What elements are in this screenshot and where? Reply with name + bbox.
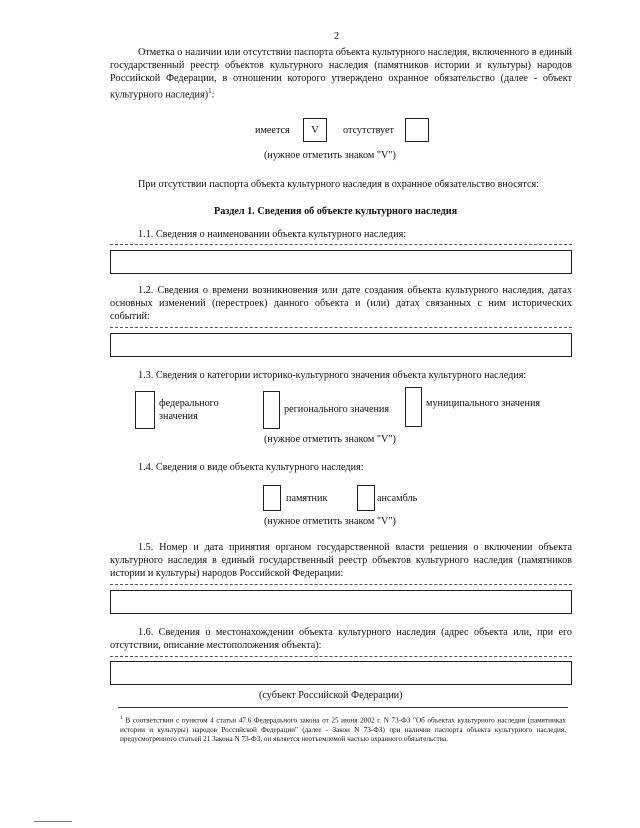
type-hint: (нужное отметить знаком "V") (264, 516, 396, 527)
footnote (120, 714, 566, 745)
passport-absent-checkbox[interactable] (405, 118, 429, 142)
type-section-label: 1.4. Сведения о виде объекта культурного наследия: (138, 462, 364, 473)
passport-mark-paragraph (110, 46, 572, 101)
page-edge-rule (34, 821, 72, 822)
municipal-checkbox[interactable] (405, 387, 422, 427)
regional-checkbox[interactable] (263, 391, 280, 429)
monument-label: памятник (286, 493, 328, 504)
registry-section-label: 1.5. Номер и дата принятия органом государственной власти решения о включении объекта культурного наследия в единый государственный реестр объектов культурного наследия (памятников истории и культуры) народов Российской Федерации: (110, 542, 572, 579)
footnote-reference: 1 (208, 87, 212, 95)
passport-present-label: имеется (255, 125, 290, 136)
passport-absent-label: отсутствует (343, 125, 394, 136)
subject-field[interactable] (110, 661, 572, 685)
category-hint: (нужное отметить знаком "V") (264, 434, 396, 445)
federal-label-line2: значения (159, 411, 198, 422)
monument-checkbox[interactable] (263, 485, 281, 511)
dates-section-label: 1.2. Сведения о времени возникновения или дате создания объекта культурного наследия, датах основных изменений (перестроек) данного объекта и (или) датах связанных с ним исторических событий: (110, 285, 572, 322)
name-section-label: 1.1. Сведения о наименовании объекта культурного наследия: (138, 229, 407, 240)
ensemble-checkbox[interactable] (357, 485, 375, 511)
footnote-text: В соответствии с пунктом 4 статьи 47.6 Федерального закона от 25 июня 2002 г. N 73-ФЗ "Об объектах культурного наследия (памятниках истории и культуры) народов Российской Федерации" (далее - Закон N 73-ФЗ) при наличии паспорта объекта культурного наследия, предусмотренного статьей 21 Закона N 73-ФЗ, он является неотъемлемой частью охранного обязательства. (120, 716, 566, 744)
passport-mark-text: Отметка о наличии или отсутствии паспорта объекта культурного наследия, включенного в единый государственный реестр объектов культурного наследия (памятников истории и культуры) народов Российской Федерации, в отношении которого утверждено охранное обязательство (далее - объект культурного наследия) (110, 47, 572, 101)
location-section-label: 1.6. Сведения о местонахождении объекта культурного наследия (адрес объекта или, при его отсутствии, описание местоположения объекта): (110, 627, 572, 651)
ensemble-label: ансамбль (377, 493, 418, 504)
footnote-divider (118, 707, 568, 708)
footnote-mark: 1 (120, 715, 123, 721)
section-title: Раздел 1. Сведения об объекте культурного наследия (214, 206, 458, 217)
dashed-separator (110, 244, 572, 245)
dashed-separator (110, 327, 572, 328)
regional-label: регионального значения (284, 404, 390, 415)
absence-note: При отсутствии паспорта объекта культурного наследия в охранное обязательство вносятся: (138, 179, 540, 190)
registry-field[interactable] (110, 590, 572, 614)
passport-hint: (нужное отметить знаком "V") (264, 150, 396, 161)
municipal-label: муниципального значения (426, 398, 541, 409)
subject-caption: (субъект Российской Федерации) (259, 690, 403, 701)
passport-mark-tail: : (211, 89, 215, 101)
passport-present-checkbox[interactable]: V (303, 118, 327, 142)
federal-checkbox[interactable] (135, 391, 155, 429)
category-section-label: 1.3. Сведения о категории историко-культурного значения объекта культурного наследия: (138, 370, 527, 381)
name-field[interactable] (110, 250, 572, 274)
dashed-separator (110, 584, 572, 585)
page-number: 2 (334, 31, 340, 42)
dashed-separator (110, 656, 572, 657)
dates-field[interactable] (110, 333, 572, 357)
federal-label-line1: федерального (159, 398, 219, 409)
